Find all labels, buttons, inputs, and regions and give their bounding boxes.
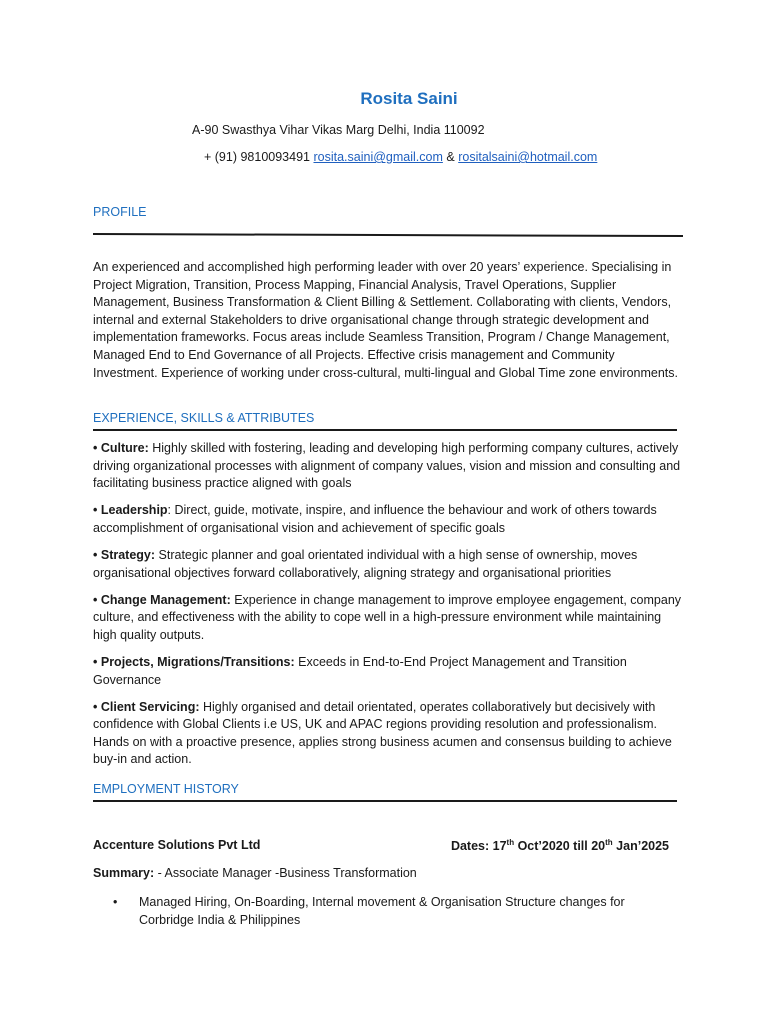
- skill-text: Strategic planner and goal orientated individual with a high sense of ownership, moves organisational objectives forward collaboratively, aligning strategy and organisational priorities: [93, 547, 638, 580]
- summary-label: Summary:: [93, 866, 155, 880]
- contact-line: [204, 150, 597, 164]
- email-link-hotmail[interactable]: rositalsaini@hotmail.com: [458, 150, 598, 164]
- duty-text: Managed Hiring, On-Boarding, Internal movement & Organisation Structure changes for Corbridge India & Philippines: [139, 895, 625, 927]
- company-name: Accenture Solutions Pvt Ltd: [93, 838, 261, 852]
- skills-list: [93, 440, 683, 779]
- skill-text: : Direct, guide, motivate, inspire, and influence the behaviour and work of others towards accomplishment of organisational vision and achievement of specific goals: [93, 503, 657, 535]
- skill-item-leadership: • Leadership: Direct, guide, motivate, inspire, and influence the behaviour and work of others towards accomplishment of organisational vision and achievement of specific goals: [93, 503, 657, 535]
- email-link-gmail[interactable]: rosita.saini@gmail.com: [313, 150, 443, 164]
- profile-summary: An experienced and accomplished high performing leader with over 20 years’ experience. Specialising in Project Migration, Transition, Process Mapping, Financial Analysis, Travel Operations, Supplier Management, Business Transformation & Client Billing & Settlement. Collaborating with clients, Vendors, internal and external Stakeholders to drive organisational change through strategic development and implementation frameworks. Focus areas include Seamless Transition, Program / Change Management, Managed End to End Governance of all Projects. Effective crisis management and Community Investment. Experience of working under cross-cultural, multi-lingual and Global Time zone environments.: [93, 260, 678, 380]
- skills-heading: EXPERIENCE, SKILLS & ATTRIBUTES: [93, 411, 315, 425]
- skill-item-culture: • Culture: Highly skilled with fostering, leading and developing high performing company cultures, actively driving organizational processes with alignment of company values, vision and mission and consulting and facilitating business practice aligned with goals: [93, 441, 681, 491]
- skills-divider: [93, 429, 677, 431]
- ampersand: &: [446, 150, 455, 164]
- dates-middle: Oct’2020 till 20: [514, 839, 606, 854]
- list-item: [113, 894, 673, 929]
- skill-label: Projects, Migrations/Transitions:: [100, 654, 295, 669]
- dates-sup-end: th: [605, 838, 613, 847]
- profile-divider: [93, 233, 683, 237]
- skill-item-projects: • Projects, Migrations/Transitions: Exceeds in End-to-End Project Management and Transition Governance: [93, 654, 627, 687]
- skill-text: Highly organised and detail orientated, operates collaboratively but decisively with confidence with Global Clients i.e US, UK and APAC regions providing resolution and professionalism. Hands on with a proactive presence, applies strong business acumen and consensus building to achieve buy-in and action.: [93, 699, 672, 767]
- skill-label: Change Management:: [100, 592, 231, 607]
- employment-divider: [93, 800, 677, 802]
- skill-item-strategy: • Strategy: Strategic planner and goal orientated individual with a high sense of ownership, moves organisational objectives forward collaboratively, aligning strategy and organisational priorities: [93, 547, 638, 580]
- skill-label: Leadership: [100, 503, 168, 518]
- dates-prefix: Dates: 17: [450, 839, 507, 854]
- role-summary: [93, 866, 417, 880]
- summary-text: - Associate Manager -Business Transformation: [154, 866, 417, 880]
- skill-text: Exceeds in End-to-End Project Management and Transition Governance: [93, 654, 627, 687]
- skill-item-client-servicing: • Client Servicing: Highly organised and detail orientated, operates collaboratively but decisively with confidence with Global Clients i.e US, UK and APAC regions providing resolution and professionalism. Hands on with a proactive presence, applies strong business acumen and consensus building to achieve buy-in and action.: [93, 699, 672, 767]
- skill-item-change-management: • Change Management: Experience in change management to improve employee engagement, company culture, and effectiveness with the ability to cope well in a high-pressure environment while maintaining high quality outputs.: [93, 592, 682, 642]
- skill-label: Client Servicing:: [100, 699, 200, 714]
- duty-list: [113, 894, 673, 929]
- address-line: A-90 Swasthya Vihar Vikas Marg Delhi, India 110092: [192, 123, 485, 137]
- skill-text: Experience in change management to improve employee engagement, company culture, and effectiveness with the ability to cope well in a high-pressure environment while maintaining high quality outputs.: [93, 592, 682, 642]
- employment-entry-header: [93, 838, 669, 852]
- profile-heading: PROFILE: [93, 205, 147, 219]
- skill-label: Culture:: [100, 441, 149, 455]
- dates-sup-start: th: [506, 838, 515, 847]
- skill-text: Highly skilled with fostering, leading and developing high performing company cultures, actively driving organizational processes with alignment of company values, vision and mission and consulting and facilitating business practice aligned with goals: [93, 441, 681, 491]
- employment-dates: [451, 838, 669, 853]
- bullet-icon: •: [113, 895, 118, 909]
- dates-suffix: Jan’2025: [612, 839, 669, 854]
- employment-heading: EMPLOYMENT HISTORY: [93, 782, 239, 796]
- phone-number: + (91) 9810093491: [204, 150, 310, 164]
- candidate-name: Rosita Saini: [360, 89, 458, 108]
- skill-label: Strategy:: [100, 547, 156, 562]
